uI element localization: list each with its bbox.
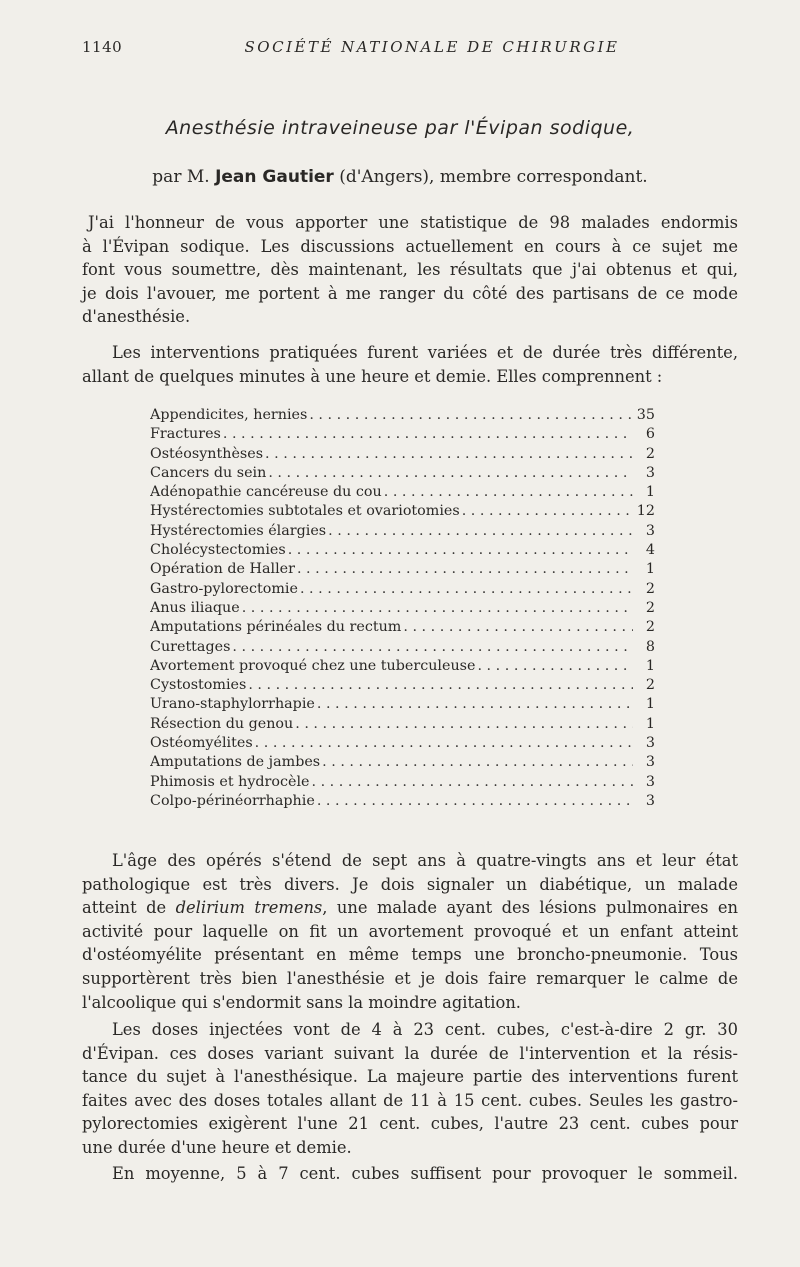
intervention-label: Phimosis et hydrocèle bbox=[150, 773, 310, 790]
dot-leader bbox=[475, 657, 633, 676]
text-line: à l'Évipan sodique. Les discussions actuellement en cours à ce sujet me bbox=[82, 236, 738, 256]
text-run: atteint de bbox=[82, 898, 176, 918]
text-line: J'ai l'honneur de vous apporter une statistique de 98 malades endormis bbox=[88, 213, 738, 232]
intervention-count: 3 bbox=[645, 735, 655, 752]
list-item bbox=[150, 715, 655, 734]
text-line: d'ostéomyélite présentant en même temps une broncho-pneumonie. Tous bbox=[82, 945, 738, 965]
intervention-label: Opération de Haller bbox=[150, 561, 295, 578]
intervention-label: Urano-staphylorrhapie bbox=[150, 696, 315, 713]
intervention-label: Cholécystectomies bbox=[150, 542, 286, 559]
intervention-label: Curettages bbox=[150, 638, 231, 655]
intervention-label: Résection du genou bbox=[150, 715, 294, 732]
page-number: 1140 bbox=[82, 38, 123, 56]
list-item bbox=[150, 773, 655, 792]
dot-leader bbox=[298, 580, 633, 599]
dot-leader bbox=[240, 599, 633, 618]
intervention-count: 1 bbox=[645, 484, 655, 501]
text-line: pylorectomies exigèrent l'une 21 cent. cubes, l'autre 23 cent. cubes pour bbox=[82, 1114, 738, 1134]
text-line: allant de quelques minutes à une heure et demie. Elles comprennent : bbox=[82, 366, 663, 386]
byline-suffix: (d'Angers), membre correspondant. bbox=[333, 167, 648, 187]
list-item bbox=[150, 502, 655, 521]
text-line: d'anesthésie. bbox=[82, 307, 191, 327]
list-item bbox=[150, 406, 655, 425]
intervention-label: Amputations de jambes bbox=[150, 754, 321, 771]
intervention-count: 2 bbox=[645, 619, 655, 636]
text-line: je dois l'avouer, me portent à me ranger du côté des partisans de ce mode bbox=[82, 283, 738, 303]
list-item bbox=[150, 483, 655, 502]
intervention-label: Cystostomies bbox=[150, 677, 247, 694]
list-item bbox=[150, 425, 655, 444]
dot-leader bbox=[266, 464, 633, 483]
text-line: Les interventions pratiquées furent variées et de durée très différente, bbox=[112, 343, 738, 362]
list-item bbox=[150, 792, 655, 811]
intervention-count: 4 bbox=[645, 542, 655, 559]
intervention-label: Gastro-pylorectomie bbox=[150, 580, 298, 597]
list-item bbox=[150, 522, 655, 541]
intervention-label: Adénopathie cancéreuse du cou bbox=[150, 484, 382, 501]
intervention-label: Appendicites, hernies bbox=[150, 407, 308, 423]
dot-leader bbox=[221, 425, 633, 444]
text-line: pathologique est très divers. Je dois signaler un diabétique, un malade bbox=[82, 874, 738, 894]
list-item bbox=[150, 599, 655, 618]
dot-leader bbox=[246, 676, 633, 695]
intervention-count: 12 bbox=[636, 503, 655, 520]
dot-leader bbox=[460, 502, 633, 521]
text-run: , une malade ayant des lésions pulmonaires en bbox=[322, 898, 738, 918]
text-line: faites avec des doses totales allant de 11 à 15 cent. cubes. Seules les gastro- bbox=[82, 1090, 738, 1110]
list-item bbox=[150, 618, 655, 637]
intervention-count: 3 bbox=[645, 754, 655, 771]
dot-leader bbox=[263, 445, 633, 464]
dot-leader bbox=[295, 560, 633, 579]
list-item bbox=[150, 676, 655, 695]
intervention-count: 1 bbox=[645, 561, 655, 578]
intervention-count: 6 bbox=[645, 426, 655, 443]
intervention-count: 2 bbox=[645, 580, 655, 597]
dot-leader bbox=[253, 734, 633, 753]
intervention-label: Ostéomyélites bbox=[150, 735, 253, 752]
doses-paragraph bbox=[82, 1018, 738, 1160]
intervention-count: 2 bbox=[645, 445, 655, 462]
dot-leader bbox=[401, 618, 633, 637]
article-title: Anesthésie intraveineuse par l'Évipan sodique, bbox=[165, 117, 635, 139]
intervention-label: Amputations périnéales du rectum bbox=[150, 619, 402, 636]
list-item bbox=[150, 560, 655, 579]
text-line: supportèrent très bien l'anesthésie et je dois faire remarquer le calme de bbox=[82, 968, 738, 988]
dot-leader bbox=[315, 695, 633, 714]
interventions-list bbox=[150, 406, 655, 811]
list-item bbox=[150, 580, 655, 599]
text-line bbox=[82, 896, 738, 920]
intervention-label: Hystérectomies élargies bbox=[150, 522, 327, 539]
intervention-label: Hystérectomies subtotales et ovariotomies bbox=[150, 503, 460, 520]
intervention-count: 3 bbox=[645, 464, 655, 481]
intervention-count: 1 bbox=[645, 657, 655, 674]
intervention-label: Cancers du sein bbox=[150, 464, 267, 481]
intro-paragraph bbox=[82, 211, 738, 329]
list-item bbox=[150, 445, 655, 464]
intervention-count: 1 bbox=[645, 696, 655, 713]
article-byline bbox=[0, 167, 800, 187]
text-line: Les doses injectées vont de 4 à 23 cent. cubes, c'est-à-dire 2 gr. 30 bbox=[112, 1020, 738, 1039]
intervention-label: Ostéosynthèses bbox=[150, 445, 264, 462]
intervention-count: 8 bbox=[645, 638, 655, 655]
intervention-count: 3 bbox=[645, 792, 655, 809]
list-item bbox=[150, 734, 655, 753]
dot-leader bbox=[310, 773, 634, 792]
intervention-label: Avortement provoqué chez une tuberculeuse bbox=[150, 657, 476, 674]
list-item bbox=[150, 695, 655, 714]
running-title: SOCIÉTÉ NATIONALE DE CHIRURGIE bbox=[244, 38, 620, 56]
list-item bbox=[150, 638, 655, 657]
dot-leader bbox=[326, 522, 633, 541]
intervention-count: 2 bbox=[645, 677, 655, 694]
text-line: En moyenne, 5 à 7 cent. cubes suffisent pour provoquer le sommeil. bbox=[112, 1164, 738, 1183]
text-line: L'âge des opérés s'étend de sept ans à quatre-vingts ans et leur état bbox=[112, 851, 738, 870]
dot-leader bbox=[293, 715, 633, 734]
intervention-label: Colpo-périnéorrhaphie bbox=[150, 792, 315, 809]
text-line: une durée d'une heure et demie. bbox=[82, 1137, 352, 1157]
intervention-label: Fractures bbox=[150, 426, 221, 443]
dot-leader bbox=[307, 406, 633, 425]
interventions-intro-paragraph bbox=[82, 341, 738, 388]
final-paragraph bbox=[82, 1162, 738, 1186]
italic-term: delirium tremens bbox=[175, 898, 323, 918]
text-line: l'alcoolique qui s'endormit sans la moindre agitation. bbox=[82, 992, 521, 1012]
text-line: tance du sujet à l'anesthésique. La majeure partie des interventions furent bbox=[82, 1067, 738, 1087]
intervention-label: Anus iliaque bbox=[150, 599, 240, 616]
dot-leader bbox=[320, 753, 633, 772]
text-line: d'Évipan. ces doses variant suivant la durée de l'intervention et la résis- bbox=[82, 1043, 738, 1063]
age-paragraph bbox=[82, 849, 738, 1014]
dot-leader bbox=[382, 483, 633, 502]
author-name: Jean Gautier bbox=[215, 167, 334, 187]
intervention-count: 3 bbox=[645, 773, 655, 790]
list-item bbox=[150, 464, 655, 483]
dot-leader bbox=[286, 541, 633, 560]
intervention-count: 2 bbox=[645, 599, 655, 616]
list-item bbox=[150, 753, 655, 772]
dot-leader bbox=[230, 638, 633, 657]
text-line: font vous soumettre, dès maintenant, les résultats que j'ai obtenus et qui, bbox=[82, 260, 738, 280]
intervention-count: 1 bbox=[645, 715, 655, 732]
text-line: activité pour laquelle on fit un avortement provoqué et un enfant atteint bbox=[82, 921, 738, 941]
list-item bbox=[150, 657, 655, 676]
byline-prefix: par M. bbox=[152, 167, 216, 187]
running-header bbox=[82, 38, 742, 60]
intervention-count: 35 bbox=[636, 407, 655, 423]
list-item bbox=[150, 541, 655, 560]
intervention-count: 3 bbox=[645, 522, 655, 539]
dot-leader bbox=[315, 792, 633, 811]
